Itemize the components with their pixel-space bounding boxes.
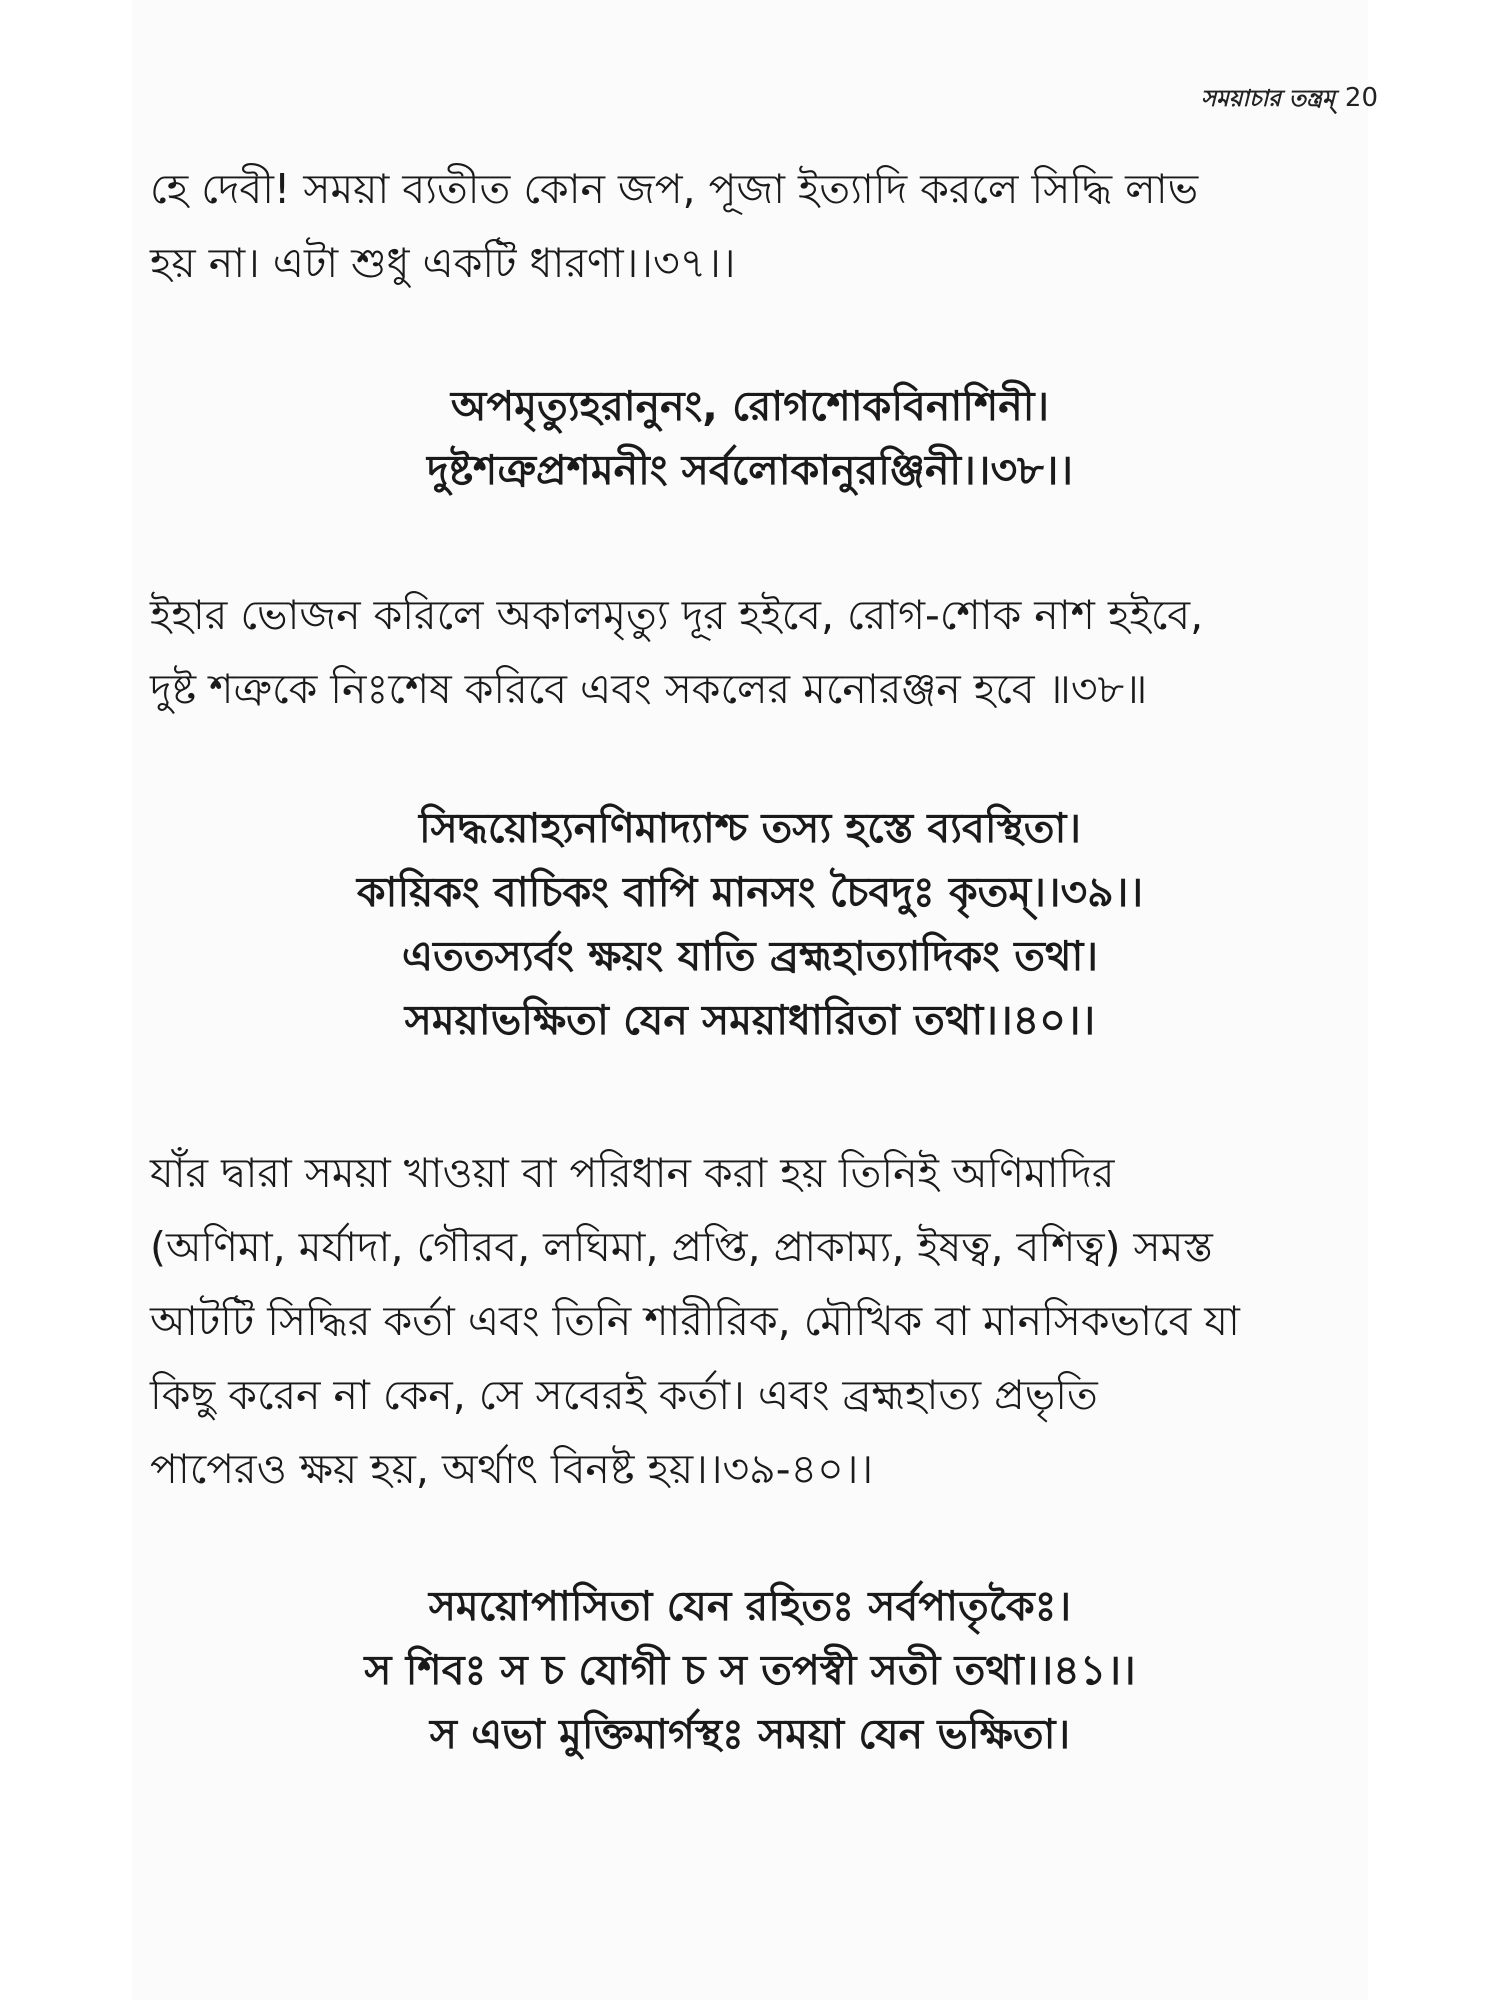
- book-title: সময়াচার তন্ত্রম্: [1200, 86, 1335, 112]
- verse-line: এততস্যর্বং ক্ষয়ং যাতি ব্রহ্মহাত্যাদিকং তথা।: [401, 932, 1099, 980]
- prose-line: কিছু করেন না কেন, সে সবেরই কর্তা। এবং ব্রহ্মহাত্য প্রভৃতি: [150, 1371, 1098, 1419]
- prose-line: দুষ্ট শত্রুকে নিঃশেষ করিবে এবং সকলের মনোরঞ্জন হবে ॥৩৮॥: [150, 665, 1148, 713]
- verse-line: সময়াভক্ষিতা যেন সময়াধারিতা তথা।।৪০।।: [404, 996, 1096, 1044]
- prose-verse-38: [150, 578, 1350, 726]
- prose-line: আটটি সিদ্ধির কর্তা এবং তিনি শারীরিক, মৌখিক বা মানসিকভাবে যা: [150, 1297, 1240, 1345]
- verse-line: স এভা মুক্তিমার্গস্থঃ সময়া যেন ভক্ষিতা।: [429, 1710, 1071, 1758]
- prose-verse-39-40: [150, 1136, 1350, 1506]
- verse-line: দুষ্টশত্রুপ্রশমনীং সর্বলোকানুরঞ্জিনী।।৩৮।।: [426, 446, 1074, 494]
- verse-line: স শিবঃ স চ যোগী চ স তপস্বী সতী তথা।।৪১।।: [364, 1646, 1136, 1694]
- sanskrit-verse-39-40: [150, 796, 1350, 1052]
- verse-line: সময়োপাসিতা যেন রহিতঃ সর্বপাতৃকৈঃ।: [428, 1582, 1072, 1630]
- prose-line: হয় না। এটা শুধু একটি ধারণা।।৩৭।।: [150, 239, 736, 287]
- prose-line: যাঁর দ্বারা সময়া খাওয়া বা পরিধান করা হয় তিনিই অণিমাদির: [150, 1149, 1115, 1197]
- verse-line: সিদ্ধয়োহ্যনণিমাদ্যাশ্চ তস্য হস্তে ব্যবস্থিতা।: [418, 804, 1082, 852]
- prose-line: (অণিমা, মর্যাদা, গৌরব, লঘিমা, প্রপ্তি, প্রাকাম্য, ইষত্ব, বশিত্ব) সমস্ত: [150, 1223, 1213, 1271]
- prose-verse-37: [150, 152, 1350, 300]
- verse-line: অপমৃত্যুহরানুনং, রোগশোকবিনাশিনী।: [450, 382, 1050, 430]
- prose-line: ইহার ভোজন করিলে অকালমৃত্যু দূর হইবে, রোগ-শোক নাশ হইবে,: [150, 591, 1204, 639]
- verse-line: কায়িকং বাচিকং বাপি মানসং চৈবদুঃ কৃতম্।।৩৯।।: [356, 868, 1144, 916]
- sanskrit-verse-38: [150, 374, 1350, 502]
- running-header: [1201, 80, 1378, 119]
- sanskrit-verse-41: [150, 1574, 1350, 1766]
- page-number: 20: [1344, 83, 1378, 113]
- prose-line: পাপেরও ক্ষয় হয়, অর্থাৎ বিনষ্ট হয়।।৩৯-৪০।।: [150, 1445, 874, 1493]
- prose-line: হে দেবী! সময়া ব্যতীত কোন জপ, পূজা ইত্যাদি করলে সিদ্ধি লাভ: [150, 165, 1199, 213]
